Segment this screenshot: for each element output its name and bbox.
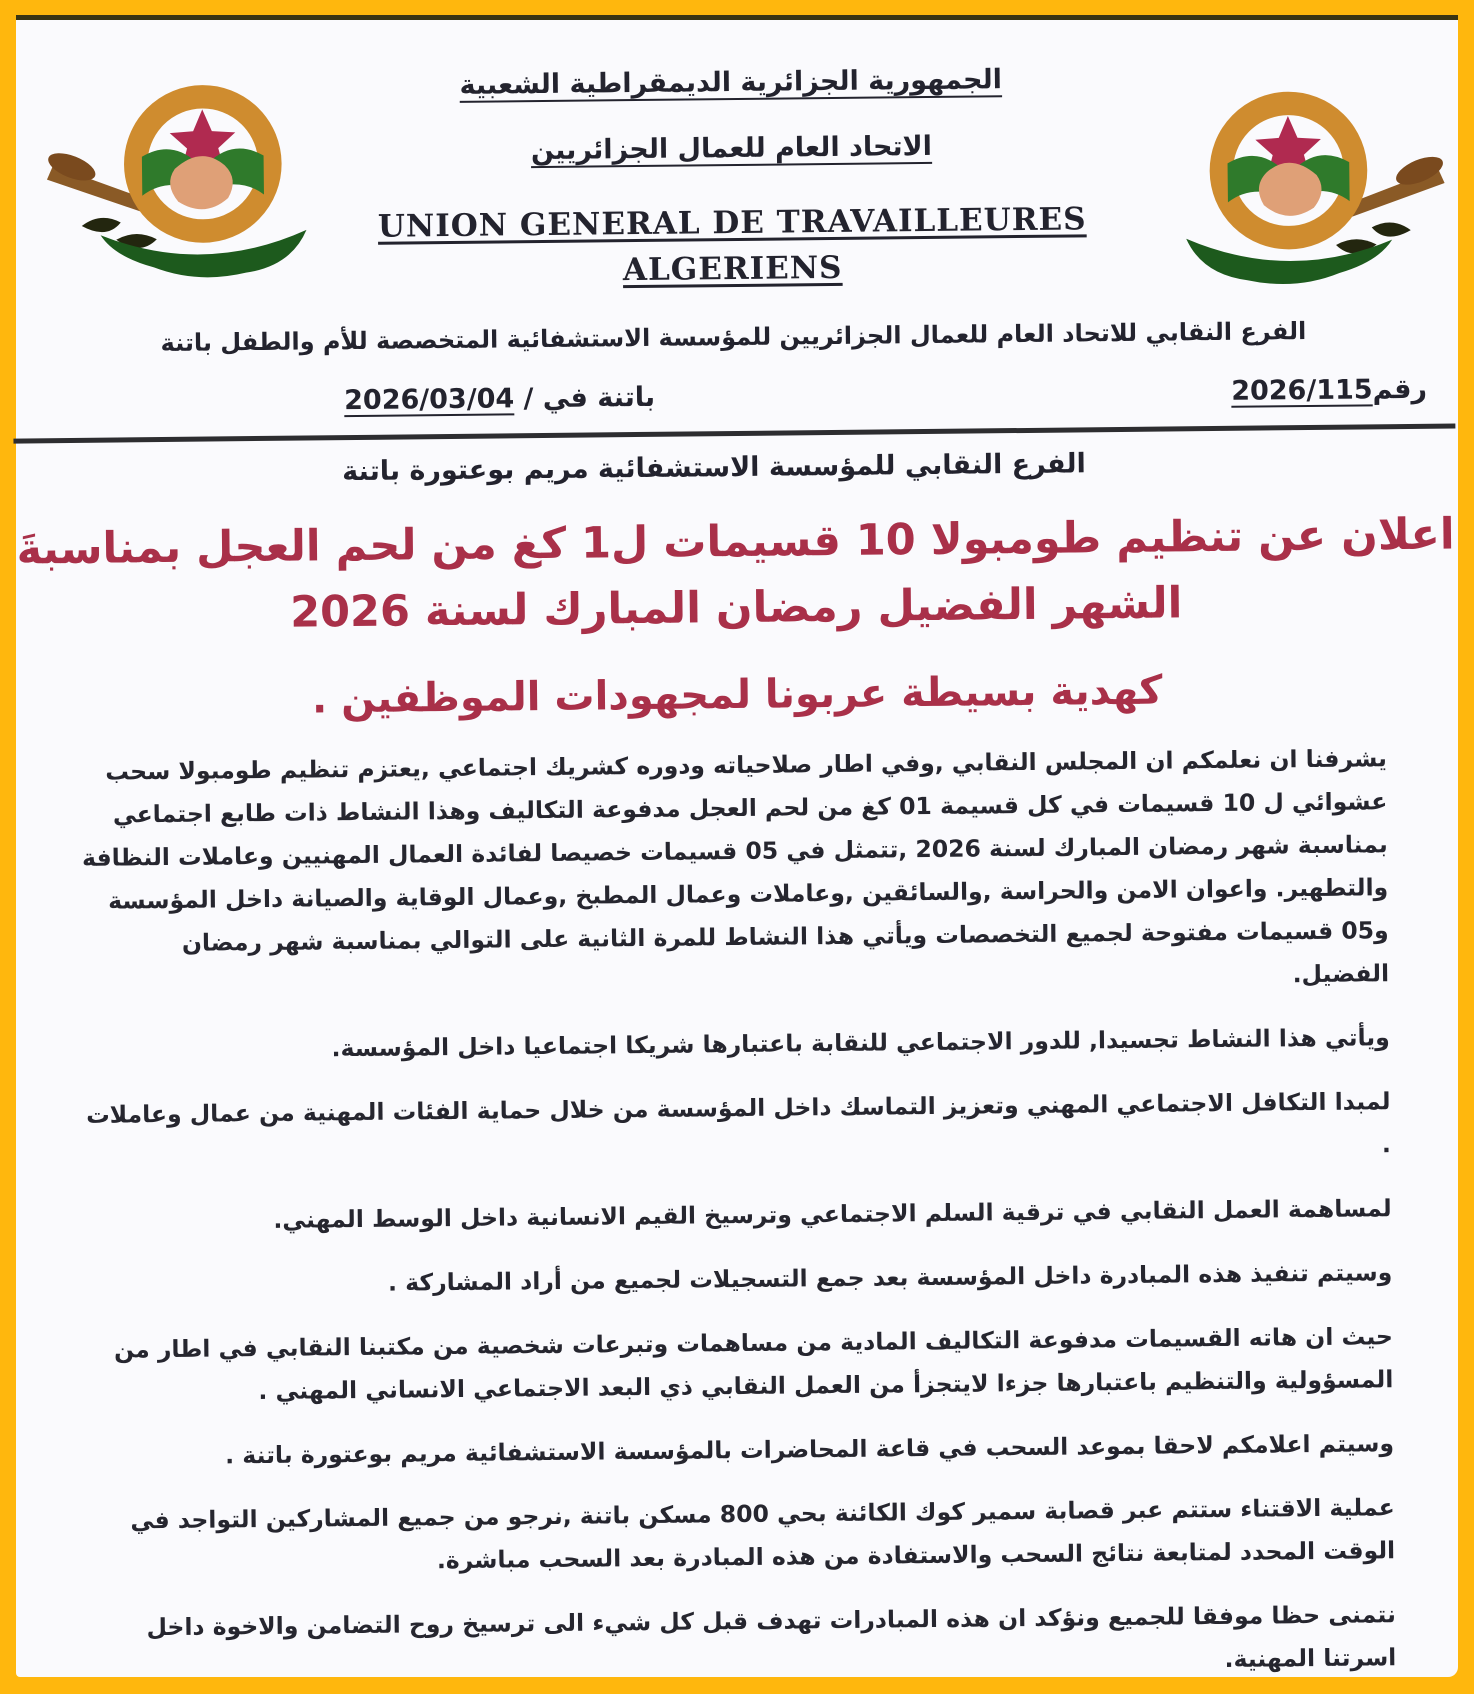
- reference-number-label: رقم: [1372, 373, 1428, 406]
- body-paragraph: نتمنى حظا موفقا للجميع ونؤكد ان هذه المبادرات تهدف قبل كل شيء الى ترسيخ روح التضامن والاخوة داخل اسرتنا المهنية.: [146, 1600, 1397, 1674]
- reference-number: [1231, 374, 1427, 407]
- body-paragraph: لمبدا التكافل الاجتماعي المهني وتعزيز التماسك داخل المؤسسة من خلال حماية الفئات المهنية من عمال وعاملات .: [85, 1087, 1392, 1159]
- body-paragraph: ويأتي هذا النشاط تجسيدا, للدور الاجتماعي للنقابة باعتبارها شريكا اجتماعيا داخل المؤسسة.: [331, 1023, 1390, 1063]
- place-and-date: [344, 382, 655, 416]
- body-paragraph: عملية الاقتناء ستتم عبر قصابة سمير كوك الكائنة بحي 800 مسكن باتنة ,نرجو من جميع المشاركين التواجد في الوقت المحدد لمتابعة نتائج السحب والاستفادة من هذه المبادرة بعد السحب مباشرة.: [130, 1493, 1396, 1575]
- announcement-headline: [14, 501, 1458, 725]
- scanned-content: [9, 7, 1468, 1684]
- announcement-line-2: الشهر الفضيل رمضان المبارك لسنة 2026: [289, 578, 1183, 639]
- republic-title: الجمهورية الجزائرية الديمقراطية الشعبية: [459, 64, 1003, 101]
- announcement-line-1: اعلان عن تنظيم طومبولا 10 قسيمات ل1 كغ من لحم العجل بمناسبةَ: [16, 509, 1455, 575]
- body-paragraph: يشرفنا ان نعلمكم ان المجلس النقابي ,وفي اطار صلاحياته ودوره كشريك اجتماعي ,يعتزم تنظيم طومبولا سحب عشوائي ل 10 قسيمات في كل قسيمة 01 كغ من لحم العجل مدفوعة التكاليف وهذا النشاط ذات طابع اجتماعي بمناسبة شهر رمضان المبارك لسنة 2026 ,تتمثل في 05 قسيمات خصيصا لفائدة العمال المهنيين وعاملات النظافة والتطهير. واعوان الامن والحراسة ,والسائقين ,وعاملات وعمال المطبخ ,وعمال الوقاية والصيانة داخل المؤسسة و05 قسيمات مفتوحة لجميع التخصصات ويأتي هذا النشاط للمرة الثانية على التوالي بمناسبة شهر رمضان الفضيل.: [81, 744, 1390, 989]
- reference-number-value: 2026/115: [1231, 374, 1373, 407]
- body-paragraph: لمساهمة العمل النقابي في ترقية السلم الاجتماعي وترسيخ القيم الانسانية داخل الوسط المهني.: [273, 1194, 1392, 1234]
- body-paragraph: وسيتم تنفيذ هذه المبادرة داخل المؤسسة بعد جمع التسجيلات لجميع من أراد المشاركة .: [387, 1258, 1393, 1297]
- body-paragraph: وسيتم اعلامكم لاحقا بموعد السحب في قاعة المحاضرات بالمؤسسة الاستشفائية مريم بوعتورة باتنة .: [225, 1429, 1395, 1470]
- date-value: 2026/03/04: [343, 383, 515, 416]
- body-paragraph: حيث ان هاته القسيمات مدفوعة التكاليف المادية من مساهمات وتبرعات شخصية من مكتبنا النقابي في اطار من المسؤولية والتنظيم باعتبارها جزءا لايتجزأ من العمل النقابي ذي البعد الاجتماعي الانساني المهني .: [113, 1322, 1394, 1406]
- union-title-french-line1: UNION GENERAL DE TRAVAILLEURES: [377, 201, 1087, 245]
- letterhead: [9, 7, 1454, 358]
- announcement-body: [16, 711, 1468, 1694]
- union-branch-line: الفرع النقابي للاتحاد العام للعمال الجزائريين للمؤسسة الاستشفائية المتخصصة للأم والطفل باتنة: [160, 316, 1307, 357]
- place-date-label: باتنة في /: [523, 381, 656, 414]
- union-title-french-line2: ALGERIENS: [622, 250, 843, 289]
- hospital-branch-subheader: الفرع النقابي للمؤسسة الاستشفائية مريم بوعتورة باتنة: [342, 448, 1086, 487]
- announcement-line-3: كهدية بسيطة عربونا لمجهودات الموظفين .: [311, 667, 1163, 723]
- document-page: [16, 15, 1458, 1677]
- union-title-arabic: الاتحاد العام للعمال الجزائريين: [530, 131, 933, 167]
